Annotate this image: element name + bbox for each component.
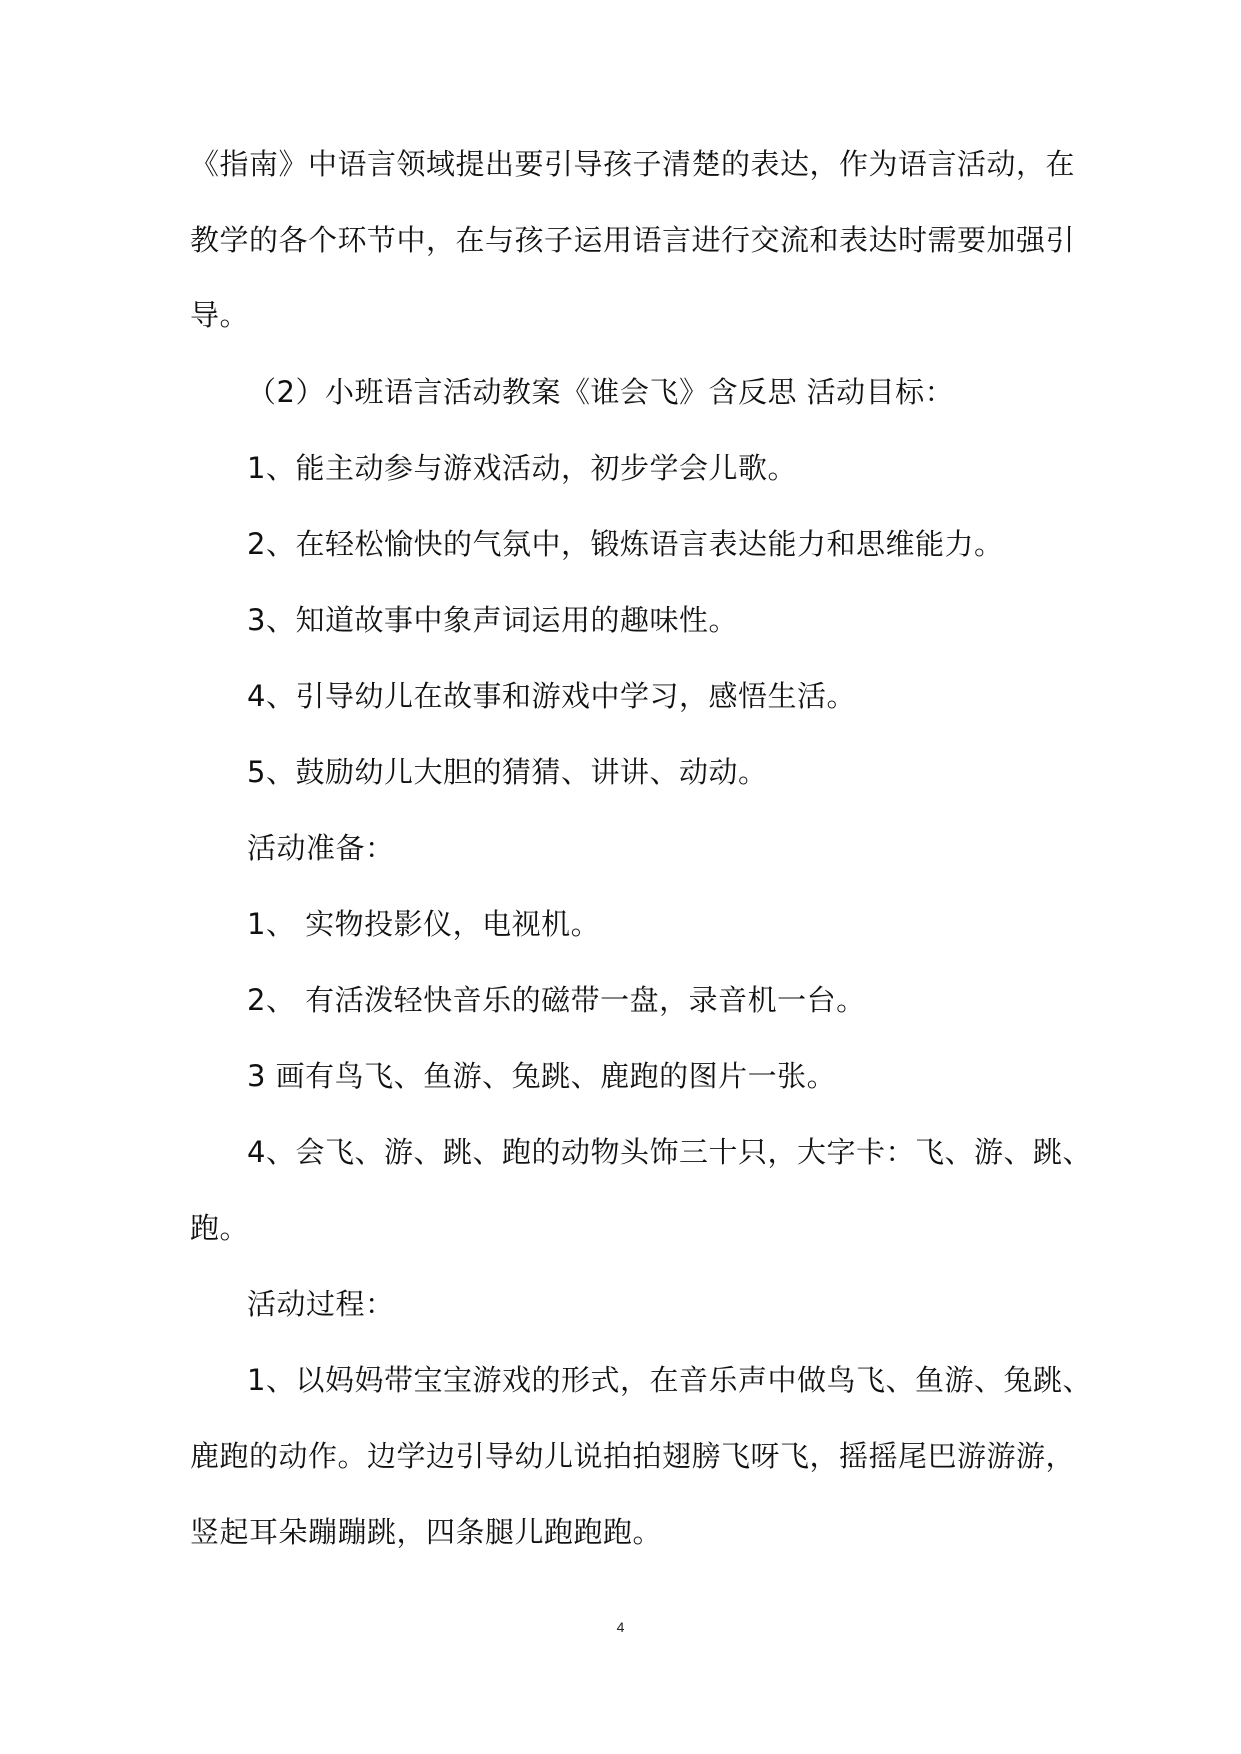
process-heading: 活动过程：: [247, 1287, 395, 1321]
paragraph-line: 导。: [190, 298, 250, 332]
process-item-1: 1、以妈妈带宝宝游戏的形式，在音乐声中做鸟飞、鱼游、兔跳、: [247, 1363, 1092, 1397]
goal-item-1: 1、能主动参与游戏活动，初步学会儿歌。: [247, 451, 797, 485]
section-heading: （2）小班语言活动教案《谁会飞》含反思 活动目标：: [247, 375, 955, 409]
preparation-item-1: 1、 实物投影仪，电视机。: [247, 907, 601, 941]
goal-item-2: 2、在轻松愉快的气氛中，锻炼语言表达能力和思维能力。: [247, 527, 1004, 561]
goal-item-4: 4、引导幼儿在故事和游戏中学习，感悟生活。: [247, 679, 856, 713]
paragraph-line: 教学的各个环节中，在与孩子运用语言进行交流和表达时需要加强引: [190, 223, 1076, 257]
goal-item-3: 3、知道故事中象声词运用的趣味性。: [247, 603, 738, 637]
preparation-item-4: 4、会飞、游、跳、跑的动物头饰三十只，大字卡：飞、游、跳、: [247, 1135, 1092, 1169]
goal-item-5: 5、鼓励幼儿大胆的猜猜、讲讲、动动。: [247, 755, 768, 789]
paragraph-line: 跑。: [190, 1211, 250, 1245]
paragraph-line: 鹿跑的动作。边学边引导幼儿说拍拍翅膀飞呀飞，摇摇尾巴游游游，: [190, 1439, 1076, 1473]
preparation-item-2: 2、 有活泼轻快音乐的磁带一盘，录音机一台。: [247, 983, 866, 1017]
preparation-heading: 活动准备：: [247, 831, 395, 865]
paragraph-line: 竖起耳朵蹦蹦跳，四条腿儿跑跑跑。: [190, 1515, 663, 1549]
preparation-item-3: 3 画有鸟飞、鱼游、兔跳、鹿跑的图片一张。: [247, 1059, 837, 1093]
paragraph-line: 《指南》中语言领域提出要引导孩子清楚的表达，作为语言活动，在: [190, 147, 1076, 181]
page-number: 4: [616, 1619, 625, 1635]
